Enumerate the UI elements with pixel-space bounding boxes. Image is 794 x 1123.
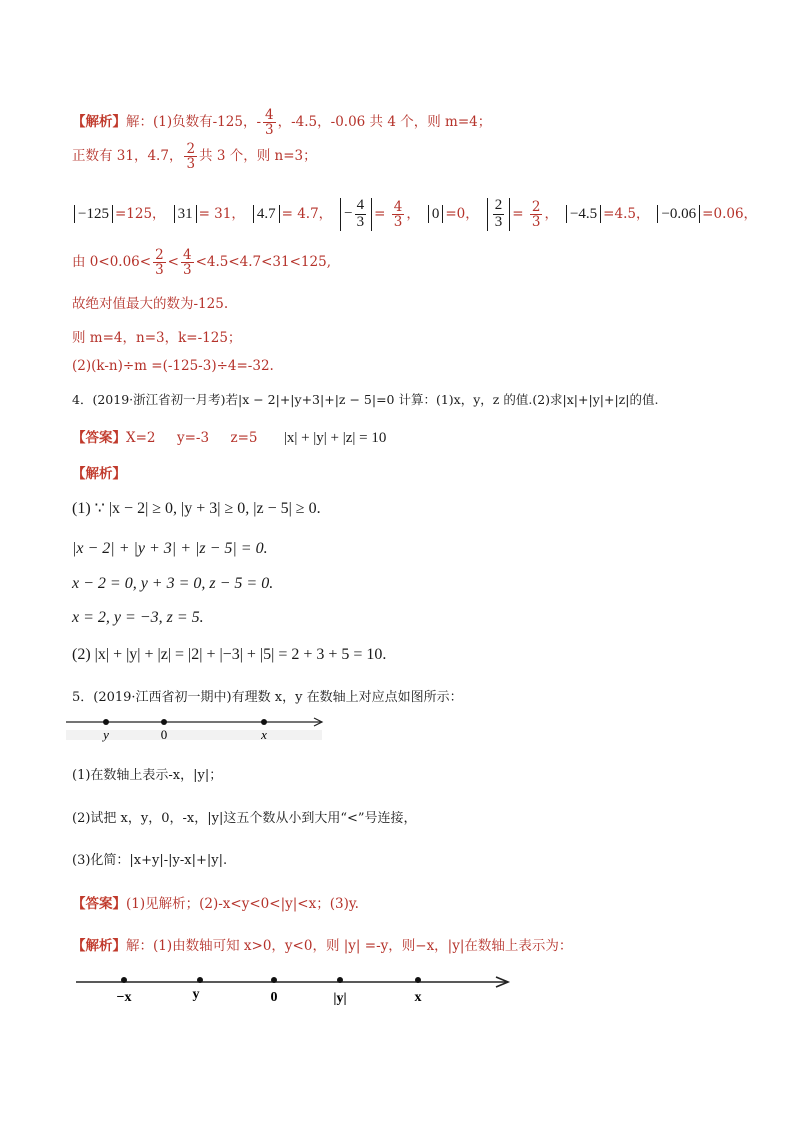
point-y — [197, 977, 203, 983]
abs-value-item: $\frac{2}{3}$ = $\frac{2}{3}$ ， — [485, 206, 558, 222]
label-0: 0 — [270, 990, 278, 1005]
point-0 — [161, 719, 167, 725]
label-abs-y: |y| — [333, 991, 347, 1006]
point-x — [415, 977, 421, 983]
analysis-tag: 【解析】 — [72, 114, 126, 131]
fraction: $\frac{2}{3}$ — [155, 247, 164, 279]
abs-expression: −4.5 — [566, 205, 601, 223]
point-y — [103, 719, 109, 725]
point-abs-y — [337, 977, 343, 983]
q4-question: 4．(2019·浙江省初一月考)若|x − 2|+|y+3|+|z − 5|=0 计算：(1)x，y，z 的值.(2)求|x|+|y|+|z|的值. — [72, 392, 659, 407]
q3-analysis-line4: 由 0<0.06< $\frac{2}{3}$ < $\frac{4}{3}$ <4.5<4.7<31<125, — [72, 247, 331, 279]
point-0 — [271, 977, 277, 983]
q3-analysis-line6: 则 m=4，n=3，k=-125； — [72, 330, 242, 346]
abs-expression: 31 — [174, 205, 197, 223]
q4-step4: x = 2, y = −3, z = 5. — [72, 609, 204, 626]
point-x — [261, 719, 267, 725]
q5-part2: (2)试把 x，y，0，-x，|y|这五个数从小到大用“<”号连接， — [72, 811, 417, 826]
abs-expression: − $\frac{4}{3}$ — [340, 198, 372, 231]
q5-part1: (1)在数轴上表示-x，|y|； — [72, 768, 223, 783]
answer-tag: 【答案】 — [72, 896, 126, 912]
q3-absolute-values-line — [72, 198, 763, 231]
answer-math: |x| + |y| + |z| = 10 — [283, 430, 387, 446]
q3-analysis-line5: 故绝对值最大的数为-125. — [72, 296, 229, 312]
analysis-tag: 【解析】 — [72, 938, 126, 954]
label-0: 0 — [160, 727, 168, 742]
fraction: $\frac{2}{3}$ — [186, 141, 196, 173]
abs-value-item: 31 = 31， — [172, 206, 245, 222]
q4-analysis-tag-line — [72, 462, 126, 482]
q4-step3: x − 2 = 0, y + 3 = 0, z − 5 = 0. — [72, 575, 274, 592]
q3-analysis-line2: 正数有 31，4.7， $\frac{2}{3}$ 共 3 个，则 n=3； — [72, 141, 317, 173]
q5-question: 5．(2019·江西省初一期中)有理数 x，y 在数轴上对应点如图所示： — [72, 690, 463, 705]
fraction: $\frac{4}{3}$ — [182, 247, 192, 279]
number-line-2 — [70, 968, 520, 1012]
q3-analysis-line7: (2)(k-n)÷m =(-125-3)÷4=-32. — [72, 358, 274, 374]
abs-expression: 4.7 — [253, 205, 280, 223]
abs-expression: −0.06 — [657, 205, 700, 223]
q4-answer-line: 【答案】X=2 y=-3 z=5 |x| + |y| + |z| = 10 — [72, 430, 387, 446]
abs-expression: 0 — [428, 205, 444, 223]
fraction: $\frac{4}{3}$ — [265, 107, 274, 139]
q4-step1: (1) ∵ |x − 2| ≥ 0, |y + 3| ≥ 0, |z − 5| ≥ 0. — [72, 500, 321, 517]
q5-part3: (3)化简：|x+y|-|y-x|+|y|. — [72, 853, 228, 868]
point-neg-x — [121, 977, 127, 983]
abs-value-item: 4.7 = 4.7， — [251, 206, 332, 222]
q4-step2: |x − 2| + |y + 3| + |z − 5| = 0. — [72, 540, 268, 557]
abs-value-item: −4.5 =4.5， — [564, 206, 650, 222]
label-x: x — [414, 990, 422, 1005]
label-y: y — [103, 727, 109, 742]
q5-analysis-line: 【解析】解：(1)由数轴可知 x>0，y<0，则 |y| =-y，则−x，|y|在数轴上表示为： — [72, 938, 573, 954]
abs-value-item: −0.06 =0.06， — [655, 206, 757, 222]
analysis-tag: 【解析】 — [72, 466, 126, 482]
answer-tag: 【答案】 — [72, 430, 126, 446]
label-neg-x: −x — [116, 990, 132, 1005]
abs-value-item: − $\frac{4}{3}$ = $\frac{4}{3}$ ， — [338, 206, 420, 222]
number-line-1 — [60, 708, 330, 748]
abs-value-item: 0 =0， — [426, 206, 479, 222]
abs-expression: −125 — [74, 205, 113, 223]
abs-value-item: −125 =125， — [72, 206, 166, 222]
label-x: x — [261, 727, 267, 742]
q4-step5: (2) |x| + |y| + |z| = |2| + |−3| + |5| = 2 + 3 + 5 = 10. — [72, 646, 387, 663]
label-y: y — [192, 987, 200, 1002]
q3-analysis-line1: 【解析】解：(1)负数有-125，- $\frac{4}{3}$ ，-4.5，-0.06 共 4 个，则 m=4； — [72, 107, 492, 139]
q5-answer-line: 【答案】(1)见解析；(2)-x<y<0<|y|<x；(3)y. — [72, 896, 359, 912]
abs-expression: $\frac{2}{3}$ — [487, 198, 511, 231]
